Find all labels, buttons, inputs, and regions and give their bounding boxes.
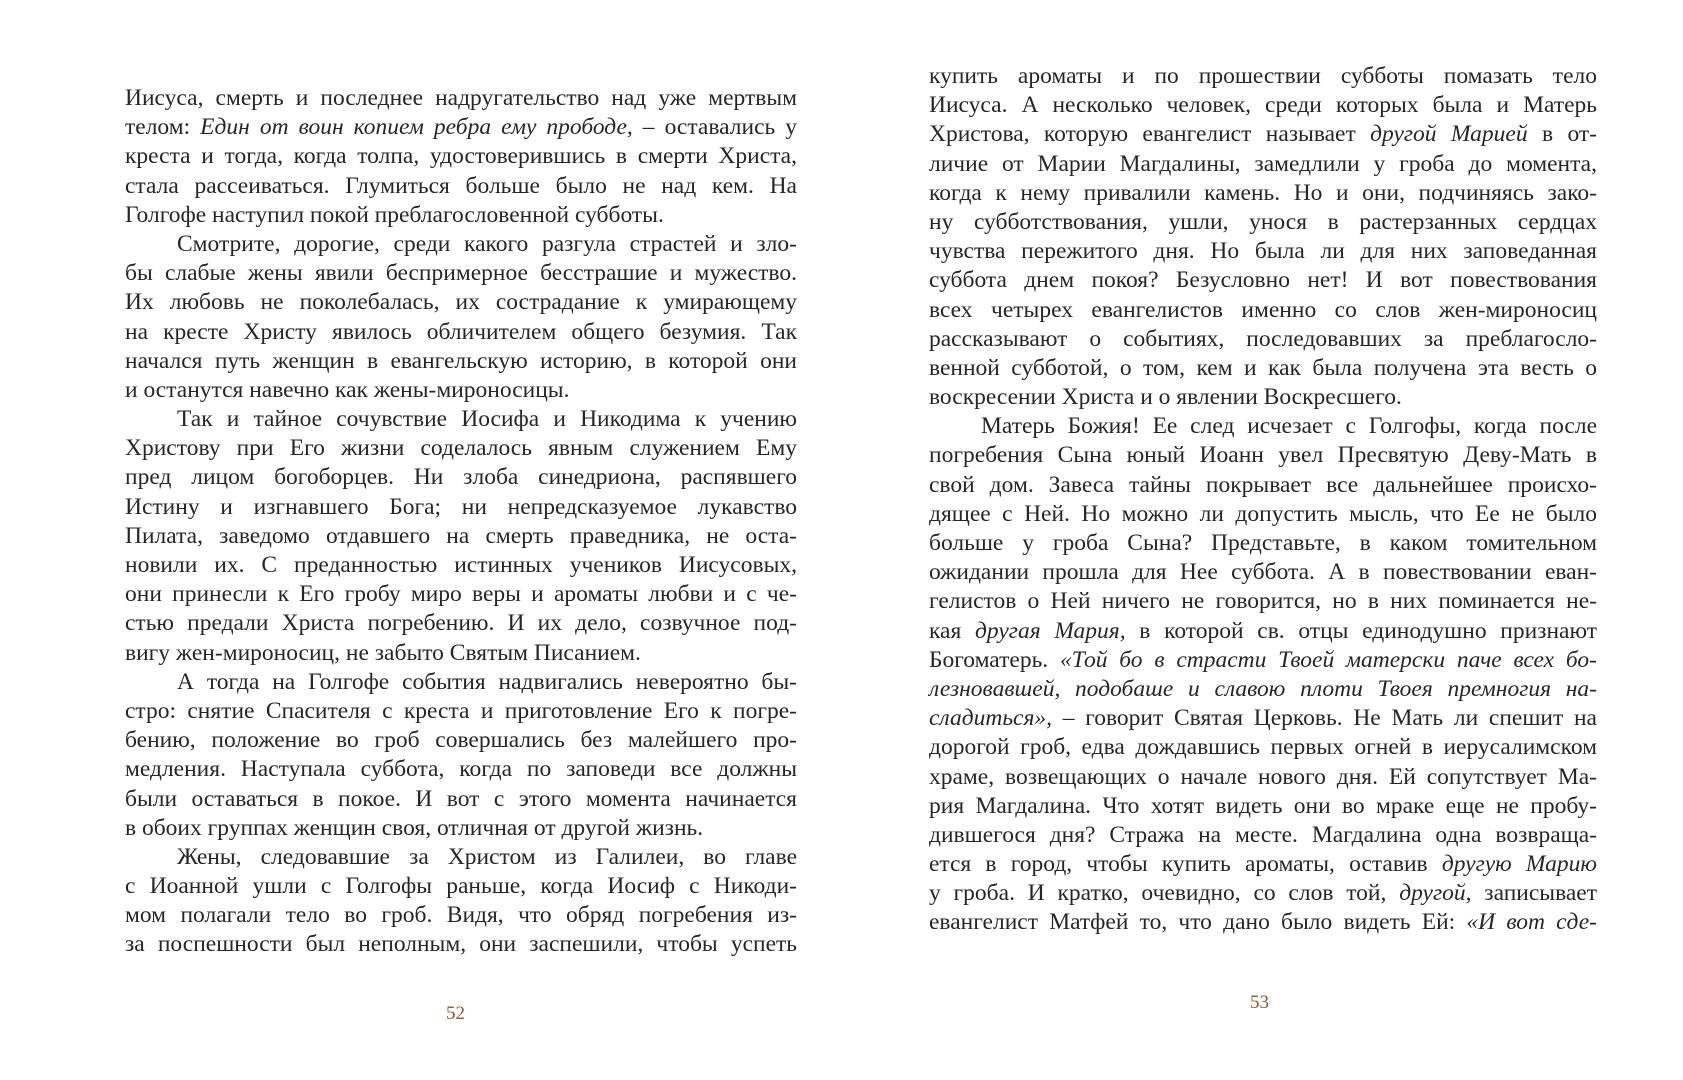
text-segment: воскресении Христа и о явлении Воскресшего.	[929, 384, 1402, 411]
italic-quote: «Той бо в страсти Твоей матерски паче всех бо-	[1059, 646, 1597, 673]
text-line	[125, 288, 797, 317]
text-line	[929, 646, 1597, 675]
text-segment: бы слабые жены явили беспримерное бесстрашие и мужество.	[125, 260, 797, 287]
text-segment: Матерь Божия! Ее след исчезает с Голгофы, когда после	[981, 413, 1597, 440]
text-line	[125, 376, 797, 405]
text-line	[125, 230, 797, 259]
text-segment: евангелист Матфей то, что дано было видеть Ей:	[929, 909, 1467, 936]
text-line	[929, 529, 1597, 558]
text-line	[125, 434, 797, 463]
text-line	[929, 62, 1597, 91]
text-line	[125, 463, 797, 492]
text-line	[929, 704, 1597, 733]
text-line	[125, 259, 797, 288]
text-line	[929, 208, 1597, 237]
text-line	[125, 726, 797, 755]
text-line	[929, 850, 1597, 879]
text-segment: – оставались у	[632, 114, 797, 141]
text-segment: храме, возвещающих о начале нового дня. Ей сопутствует Ма-	[929, 763, 1597, 790]
text-segment: вигу жен-мироносиц, не забыто Святым Писанием.	[125, 639, 641, 666]
text-segment: бению, положение во гроб совершались без малейшего про-	[125, 727, 797, 754]
italic-quote: другой,	[1399, 880, 1472, 907]
text-line	[929, 179, 1597, 208]
text-line	[929, 296, 1597, 325]
text-segment: Иисуса. А несколько человек, среди которых была и Матерь	[929, 92, 1597, 119]
text-segment: Христову при Его жизни соделалось явным служением Ему	[125, 435, 797, 462]
text-line	[125, 814, 797, 843]
text-line	[929, 879, 1597, 908]
text-segment: кая	[929, 617, 976, 644]
text-line	[929, 792, 1597, 821]
text-segment: погребения Сына юный Иоанн увел Пресвятую Деву-Мать в	[929, 442, 1597, 469]
text-segment: – говорит Святая Церковь. Не Мать ли спешит на	[1052, 705, 1597, 732]
text-segment: Так и тайное сочувствие Иосифа и Никодима к учению	[177, 406, 797, 433]
text-line	[125, 901, 797, 930]
text-segment: всех четырех евангелистов именно со слов жен-мироносиц	[929, 296, 1597, 323]
text-segment: у гроба. И кратко, очевидно, со слов той,	[929, 880, 1400, 907]
page-number-right: 53	[1250, 992, 1269, 1013]
text-line	[125, 609, 797, 638]
text-line	[929, 500, 1597, 529]
text-segment: А тогда на Голгофе события надвигались невероятно бы-	[177, 668, 797, 695]
text-line	[929, 325, 1597, 354]
text-segment: стью предали Христа погребению. И их дело, созвучное под-	[125, 610, 797, 637]
text-segment: личие от Марии Магдалины, замедлили у гроба до момента,	[929, 150, 1597, 177]
text-line	[929, 587, 1597, 616]
text-line	[929, 763, 1597, 792]
text-line	[125, 318, 797, 347]
text-segment: венной субботой, о том, кем и как была получена эта весть о	[929, 354, 1597, 381]
text-segment: ется в город, чтобы купить ароматы, оставив	[929, 851, 1442, 878]
text-line	[929, 412, 1597, 441]
text-line	[929, 471, 1597, 500]
text-segment: пред лицом богоборцев. Ни злоба синедриона, распявшего	[125, 464, 797, 491]
text-line	[929, 383, 1597, 412]
text-segment: в обоих группах женщин своя, отличная от другой жизнь.	[125, 814, 704, 841]
text-segment: дившегося дня? Стража на месте. Магдалина одна возвраща-	[929, 821, 1597, 848]
text-line	[929, 354, 1597, 383]
text-line	[929, 441, 1597, 470]
italic-quote: другой Марией	[1370, 121, 1528, 148]
text-segment: в от-	[1527, 121, 1597, 148]
text-line	[929, 733, 1597, 762]
text-segment: за поспешности был неполным, они заспешили, чтобы успеть	[125, 931, 797, 958]
text-segment: телом:	[125, 114, 201, 141]
text-segment: Их любовь не поколебалась, их сострадание к умирающему	[125, 289, 797, 316]
text-line	[125, 493, 797, 522]
text-line	[125, 551, 797, 580]
text-segment: стро: снятие Спасителя с креста и приготовление Его к погре-	[125, 697, 797, 724]
text-segment: свой дом. Завеса тайны покрывает все дальнейшее происхо-	[929, 471, 1597, 498]
text-segment: были оставаться в покое. И вот с этого момента начинается	[125, 785, 797, 812]
text-line	[125, 405, 797, 434]
text-segment: они принесли к Его гробу миро веры и ароматы любви и с че-	[125, 581, 797, 608]
text-segment: Христова, которую евангелист называет	[929, 121, 1371, 148]
text-segment: начался путь женщин в евангельскую историю, в которой они	[125, 347, 797, 374]
italic-quote: другая Мария,	[975, 617, 1126, 644]
text-line	[125, 668, 797, 697]
text-segment: рия Магдалина. Что хотят видеть они во мраке еще не пробу-	[929, 792, 1597, 819]
text-segment: записывает	[1471, 880, 1597, 907]
text-segment: мом полагали тело во гроб. Видя, что обряд погребения из-	[125, 902, 797, 929]
text-segment: дорогой гроб, едва дождавшись первых огней в иерусалимском	[929, 734, 1597, 761]
text-line	[125, 84, 797, 113]
text-segment: Жены, следовавшие за Христом из Галилеи, во главе	[177, 843, 797, 870]
text-line	[125, 697, 797, 726]
text-line	[125, 930, 797, 959]
text-line	[125, 580, 797, 609]
text-segment: рассказывают о событиях, последовавших за преблагосло-	[929, 325, 1597, 352]
italic-quote: сладиться»,	[929, 705, 1052, 732]
text-line	[929, 150, 1597, 179]
text-segment: Иисуса, смерть и последнее надругательство над уже мертвым	[125, 85, 797, 111]
text-segment: чувства пережитого дня. Но была ли для них заповеданная	[929, 238, 1597, 265]
text-segment: когда к нему привалили камень. Но и они, подчиняясь зако-	[929, 179, 1597, 206]
text-line	[929, 120, 1597, 149]
text-segment: новили их. С преданностью истинных учеников Иисусовых,	[125, 552, 797, 578]
text-line	[929, 237, 1597, 266]
text-segment: Богоматерь.	[929, 646, 1060, 673]
text-line	[125, 522, 797, 551]
text-line	[125, 639, 797, 668]
text-segment: с Иоанной ушли с Голгофы раньше, когда Иосиф с Никоди-	[125, 873, 797, 900]
text-line	[929, 266, 1597, 295]
text-segment: и останутся навечно как жены-мироносицы.	[125, 376, 570, 403]
text-segment: больше у гроба Сына? Представьте, в каком томительном	[929, 530, 1597, 556]
text-segment: суббота днем покоя? Безусловно нет! И вот повествования	[929, 267, 1597, 294]
text-line	[929, 617, 1597, 646]
text-line	[125, 872, 797, 901]
text-segment: ожидании прошла для Нее суббота. А в повествовании еван-	[929, 559, 1597, 586]
italic-quote: другую Марию	[1441, 851, 1597, 878]
right-page-text	[929, 62, 1597, 938]
text-segment: Истину и изгнавшего Бога; ни непредсказуемое лукавство	[125, 493, 797, 520]
text-line	[929, 908, 1597, 937]
italic-quote: Един от воин копием ребра ему прободе,	[200, 114, 633, 141]
text-line	[929, 558, 1597, 587]
italic-quote: лезновавшей, подобаше и славою плоти Твоея премногия на-	[929, 675, 1597, 702]
left-page-text	[125, 84, 797, 960]
text-segment: Голгофе наступил покой преблагословенной субботы.	[125, 201, 664, 228]
text-segment: стала рассеиваться. Глумиться больше было не над кем. На	[125, 172, 797, 199]
text-line	[125, 142, 797, 171]
text-line	[125, 755, 797, 784]
text-segment: в которой св. отцы единодушно признают	[1125, 617, 1597, 644]
text-segment: дящее с Ней. Но можно ли допустить мысль, что Ее не было	[929, 500, 1597, 527]
text-segment: купить ароматы и по прошествии субботы помазать тело	[929, 63, 1597, 89]
text-segment: гелистов о Ней ничего не говорится, но в них поминается не-	[929, 588, 1597, 615]
text-segment: на кресте Христу явилось обличителем общего безумия. Так	[125, 318, 797, 345]
text-segment: медления. Наступала суббота, когда по заповеди все должны	[125, 756, 797, 783]
text-line	[125, 113, 797, 142]
text-segment: креста и тогда, когда толпа, удостоверившись в смерти Христа,	[125, 143, 797, 170]
text-line	[125, 843, 797, 872]
text-segment: ну субботствования, ушли, унося в растерзанных сердцах	[929, 208, 1597, 235]
text-line	[929, 91, 1597, 120]
text-line	[125, 201, 797, 230]
text-line	[125, 347, 797, 376]
text-line	[929, 821, 1597, 850]
text-line	[125, 172, 797, 201]
page-number-left: 52	[446, 1003, 465, 1024]
italic-quote: «И вот сде-	[1466, 909, 1597, 936]
text-segment: Пилата, заведомо отдавшего на смерть праведника, не оста-	[125, 522, 797, 549]
text-segment: Смотрите, дорогие, среди какого разгула страстей и зло-	[177, 230, 797, 257]
text-line	[125, 785, 797, 814]
text-line	[929, 675, 1597, 704]
